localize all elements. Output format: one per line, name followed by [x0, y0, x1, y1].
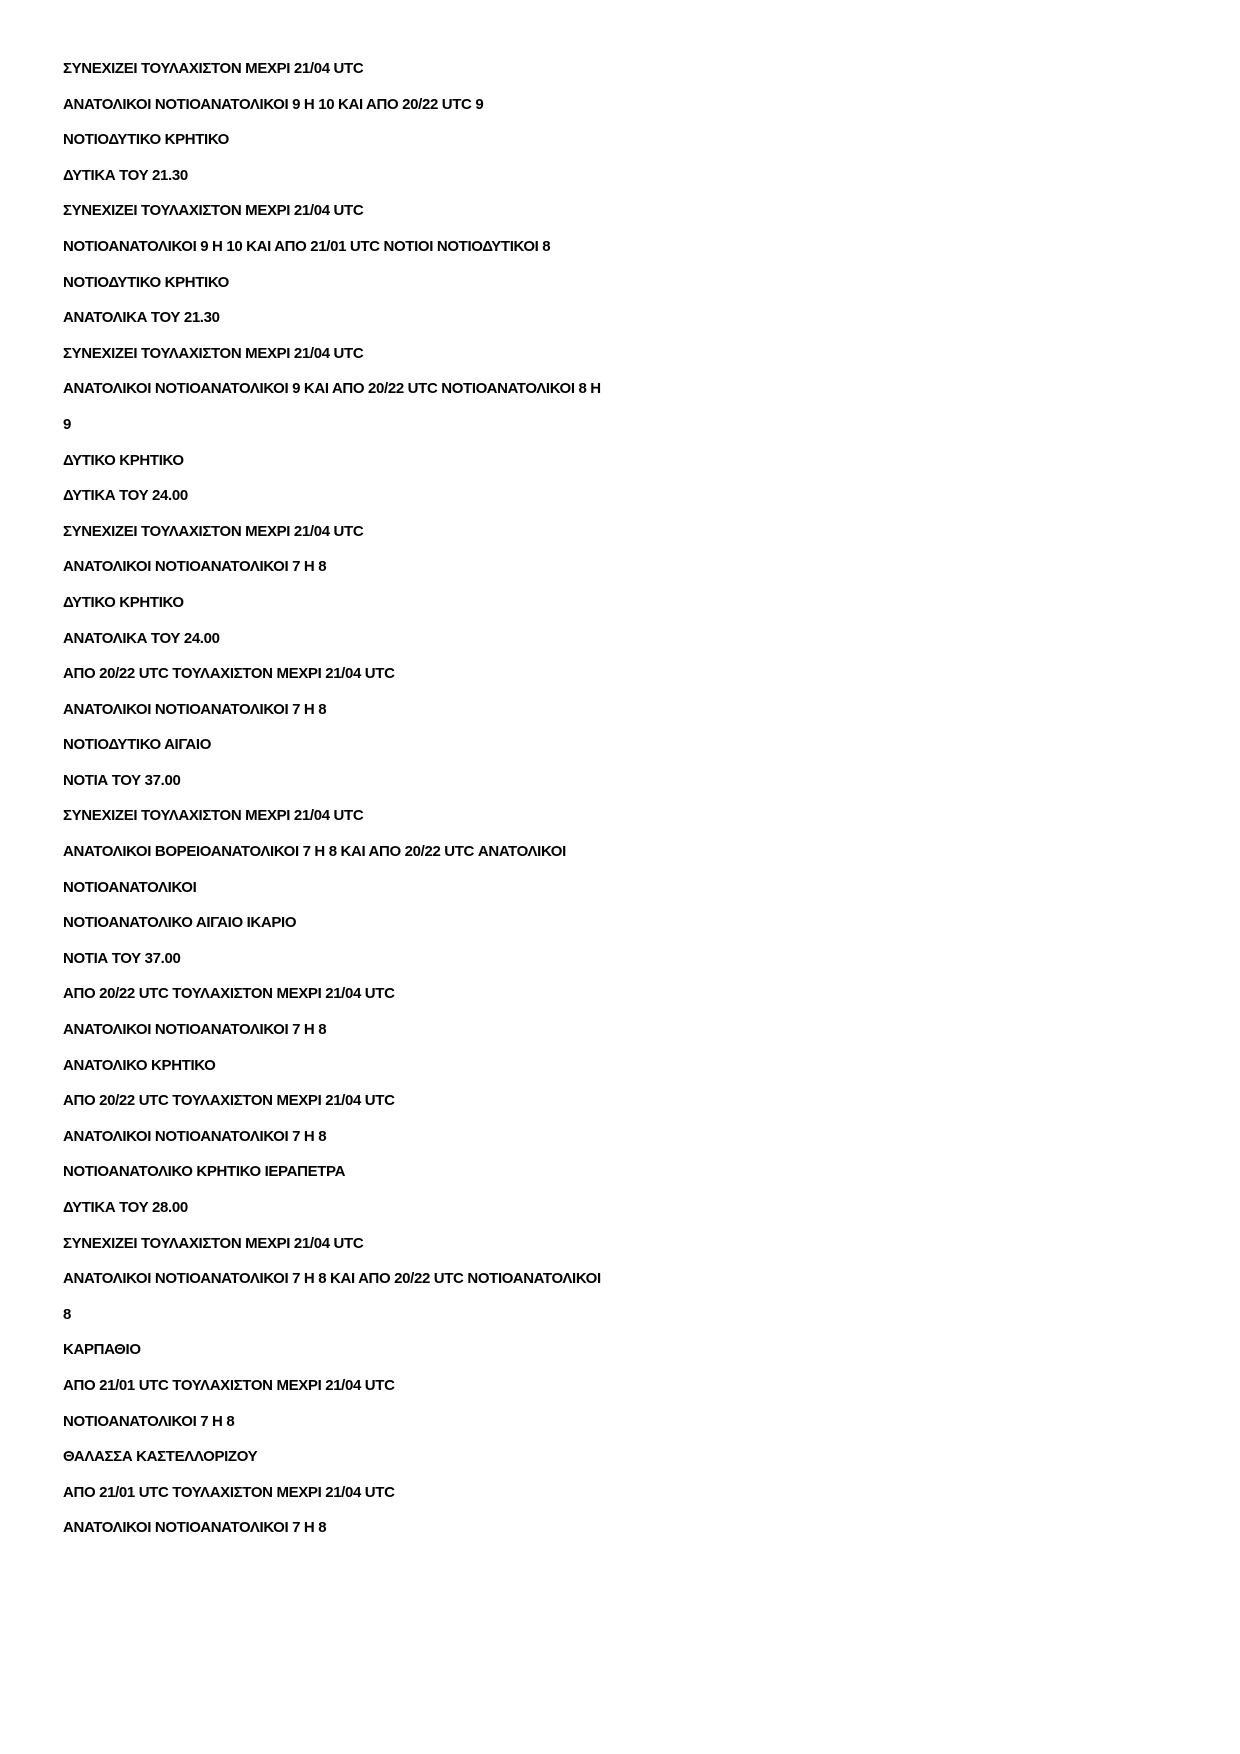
text-line: ΣΥΝΕΧΙΖΕΙ ΤΟΥΛΑΧΙΣΤΟΝ ΜΕΧΡΙ 21/04 UTC: [63, 522, 364, 540]
text-line: ΝΟΤΙΟΑΝΑΤΟΛΙΚΟΙ: [63, 878, 197, 896]
text-line: ΘΑΛΑΣΣΑ ΚΑΣΤΕΛΛΟΡΙΖΟΥ: [63, 1448, 258, 1466]
text-line: ΑΝΑΤΟΛΙΚΟ ΚΡΗΤΙΚΟ: [63, 1056, 216, 1074]
text-line: ΑΝΑΤΟΛΙΚΟΙ ΝΟΤΙΟΑΝΑΤΟΛΙΚΟΙ 9 Η 10 ΚΑΙ ΑΠΟ 20/22 UTC 9: [63, 95, 484, 113]
text-line: ΣΥΝΕΧΙΖΕΙ ΤΟΥΛΑΧΙΣΤΟΝ ΜΕΧΡΙ 21/04 UTC: [63, 60, 364, 77]
text-line: ΑΝΑΤΟΛΙΚΟΙ ΝΟΤΙΟΑΝΑΤΟΛΙΚΟΙ 7 Η 8 ΚΑΙ ΑΠΟ 20/22 UTC ΝΟΤΙΟΑΝΑΤΟΛΙΚΟΙ: [63, 1270, 601, 1288]
text-line: ΑΝΑΤΟΛΙΚΟΙ ΝΟΤΙΟΑΝΑΤΟΛΙΚΟΙ 7 Η 8: [63, 1519, 327, 1537]
text-line: ΣΥΝΕΧΙΖΕΙ ΤΟΥΛΑΧΙΣΤΟΝ ΜΕΧΡΙ 21/04 UTC: [63, 807, 364, 825]
text-line: ΝΟΤΙΟΔΥΤΙΚΟ ΑΙΓΑΙΟ: [63, 736, 212, 754]
text-line: ΚΑΡΠΑΘΙΟ: [63, 1341, 141, 1359]
text-line: ΝΟΤΙΟΔΥΤΙΚΟ ΚΡΗΤΙΚΟ: [63, 273, 229, 291]
text-line: ΑΝΑΤΟΛΙΚΑ ΤΟΥ 21.30: [63, 309, 220, 327]
text-line: ΑΠΟ 20/22 UTC ΤΟΥΛΑΧΙΣΤΟΝ ΜΕΧΡΙ 21/04 UTC: [63, 1092, 395, 1110]
text-line: ΣΥΝΕΧΙΖΕΙ ΤΟΥΛΑΧΙΣΤΟΝ ΜΕΧΡΙ 21/04 UTC: [63, 1234, 364, 1252]
text-line: ΣΥΝΕΧΙΖΕΙ ΤΟΥΛΑΧΙΣΤΟΝ ΜΕΧΡΙ 21/04 UTC: [63, 202, 364, 220]
forecast-document: [63, 60, 601, 1555]
text-line: ΑΝΑΤΟΛΙΚΟΙ ΝΟΤΙΟΑΝΑΤΟΛΙΚΟΙ 7 Η 8: [63, 1021, 327, 1039]
text-line: ΔΥΤΙΚΟ ΚΡΗΤΙΚΟ: [63, 451, 184, 469]
text-line: ΑΝΑΤΟΛΙΚΟΙ ΒΟΡΕΙΟΑΝΑΤΟΛΙΚΟΙ 7 Η 8 ΚΑΙ ΑΠΟ 20/22 UTC ΑΝΑΤΟΛΙΚΟΙ: [63, 843, 566, 861]
text-line: 9: [63, 415, 71, 433]
text-line: ΝΟΤΙΟΑΝΑΤΟΛΙΚΟΙ 9 Η 10 ΚΑΙ ΑΠΟ 21/01 UTC ΝΟΤΙΟΙ ΝΟΤΙΟΔΥΤΙΚΟΙ 8: [63, 237, 551, 255]
text-line: ΑΝΑΤΟΛΙΚΑ ΤΟΥ 24.00: [63, 629, 220, 647]
text-line: ΝΟΤΙΟΔΥΤΙΚΟ ΚΡΗΤΙΚΟ: [63, 131, 229, 149]
text-line: 8: [63, 1305, 71, 1323]
text-line: ΣΥΝΕΧΙΖΕΙ ΤΟΥΛΑΧΙΣΤΟΝ ΜΕΧΡΙ 21/04 UTC: [63, 344, 364, 362]
text-line: ΑΠΟ 21/01 UTC ΤΟΥΛΑΧΙΣΤΟΝ ΜΕΧΡΙ 21/04 UTC: [63, 1483, 395, 1501]
text-line: ΝΟΤΙΑ ΤΟΥ 37.00: [63, 771, 181, 789]
text-line: ΑΠΟ 20/22 UTC ΤΟΥΛΑΧΙΣΤΟΝ ΜΕΧΡΙ 21/04 UTC: [63, 665, 395, 683]
text-line: ΑΝΑΤΟΛΙΚΟΙ ΝΟΤΙΟΑΝΑΤΟΛΙΚΟΙ 7 Η 8: [63, 1127, 327, 1145]
text-line: ΔΥΤΙΚΑ ΤΟΥ 21.30: [63, 166, 188, 184]
text-line: ΝΟΤΙΟΑΝΑΤΟΛΙΚΟ ΚΡΗΤΙΚΟ ΙΕΡΑΠΕΤΡΑ: [63, 1163, 346, 1181]
text-line: ΑΝΑΤΟΛΙΚΟΙ ΝΟΤΙΟΑΝΑΤΟΛΙΚΟΙ 7 Η 8: [63, 700, 327, 718]
text-line: ΑΠΟ 21/01 UTC ΤΟΥΛΑΧΙΣΤΟΝ ΜΕΧΡΙ 21/04 UTC: [63, 1376, 395, 1394]
text-line: ΝΟΤΙΑ ΤΟΥ 37.00: [63, 949, 181, 967]
text-line: ΝΟΤΙΟΑΝΑΤΟΛΙΚΟ ΑΙΓΑΙΟ ΙΚΑΡΙΟ: [63, 914, 297, 932]
text-line: ΑΝΑΤΟΛΙΚΟΙ ΝΟΤΙΟΑΝΑΤΟΛΙΚΟΙ 9 ΚΑΙ ΑΠΟ 20/22 UTC ΝΟΤΙΟΑΝΑΤΟΛΙΚΟΙ 8 Η: [63, 380, 601, 398]
text-line: ΔΥΤΙΚΑ ΤΟΥ 28.00: [63, 1199, 188, 1216]
text-line: ΝΟΤΙΟΑΝΑΤΟΛΙΚΟΙ 7 Η 8: [63, 1412, 235, 1430]
text-line: ΑΝΑΤΟΛΙΚΟΙ ΝΟΤΙΟΑΝΑΤΟΛΙΚΟΙ 7 Η 8: [63, 558, 327, 576]
text-line: ΑΠΟ 20/22 UTC ΤΟΥΛΑΧΙΣΤΟΝ ΜΕΧΡΙ 21/04 UTC: [63, 985, 395, 1003]
text-line: ΔΥΤΙΚΑ ΤΟΥ 24.00: [63, 487, 188, 505]
text-line: ΔΥΤΙΚΟ ΚΡΗΤΙΚΟ: [63, 593, 184, 611]
